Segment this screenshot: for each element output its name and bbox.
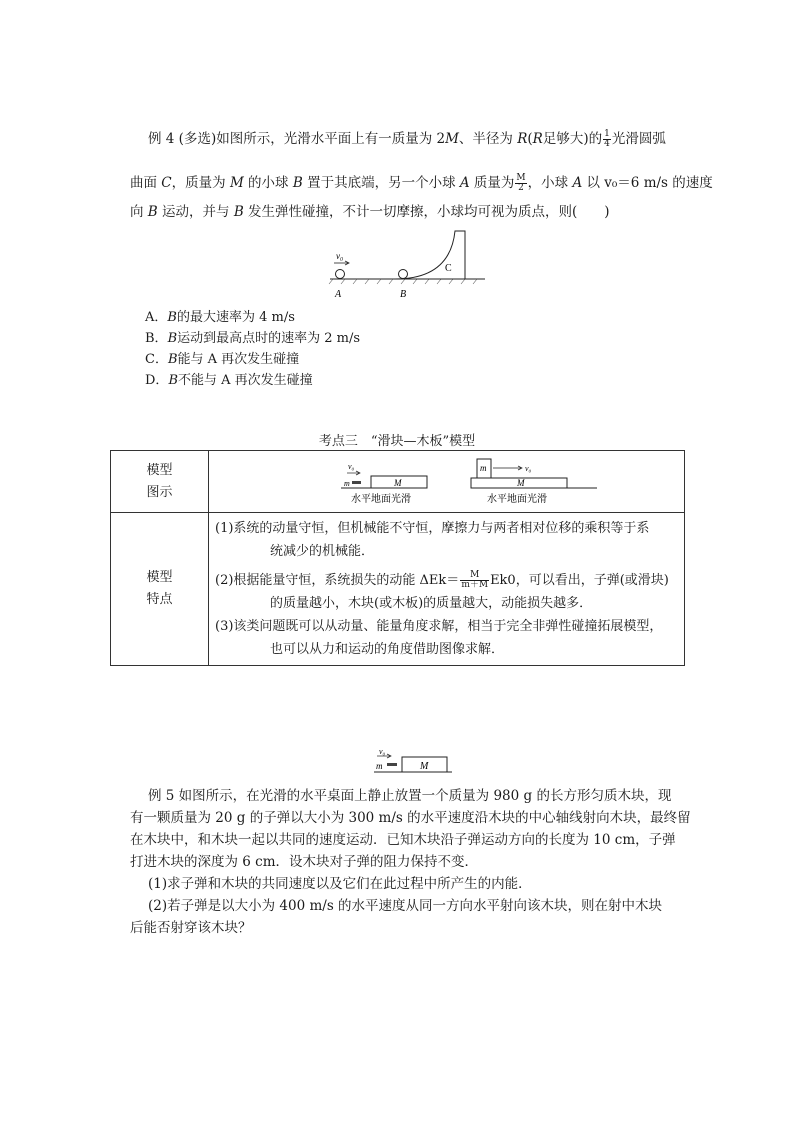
ex4-line3: 向 B 运动，并与 B 发生弹性碰撞，不计一切摩擦，小球均可视为质点，则( ) — [130, 204, 610, 220]
ex4-line2: 曲面 C，质量为 M 的小球 B 置于其底端，另一个小球 A 质量为 $\frac{M}{2}$ ，小球 A 以 v₀＝6 m/s 的速度 — [130, 173, 713, 193]
option-d: D．B不能与 A 再次发生碰撞 — [145, 373, 313, 388]
svg-text:v₀: v₀ — [336, 251, 344, 261]
svg-text:C: C — [445, 263, 452, 274]
svg-text:B: B — [400, 289, 407, 300]
model-features — [209, 513, 685, 666]
feature-3: (3)该类问题既可以从动量、能量角度求解，相当于完全非弹性碰撞拓展模型， 也可以从力和运动的角度借助图像求解． — [215, 619, 663, 657]
ex5-figure — [372, 747, 457, 775]
svg-text:M: M — [517, 478, 525, 488]
svg-text:水平地面光滑: 水平地面光滑 — [487, 494, 547, 505]
fraction-mass-ratio: $\frac{M}{m+M}$ — [461, 570, 489, 590]
svg-text:m: m — [376, 761, 383, 771]
svg-text:m: m — [344, 479, 350, 488]
svg-text:M: M — [420, 761, 429, 772]
option-b: B．B运动到最高点时的速率为 2 m/s — [145, 331, 361, 346]
svg-text:M: M — [394, 478, 402, 488]
svg-text:v₀: v₀ — [525, 464, 532, 473]
ball-b — [399, 270, 408, 279]
ex4-figure — [325, 226, 495, 300]
model-table — [110, 450, 685, 666]
ex5-question2b: 后能否射穿该木块？ — [130, 920, 252, 936]
svg-text:v₀: v₀ — [379, 747, 386, 756]
model-diagrams — [209, 451, 685, 513]
ex5-question2a: (2)若子弹是以大小为 400 m/s 的水平速度从同一方向水平射向该木块，则在射中木块 — [148, 898, 663, 914]
ex5-line1: 例 5 如图所示，在光滑的水平桌面上静止放置一个质量为 980 g 的长方形匀质木块，现 — [148, 788, 672, 804]
model-diagram-block — [469, 455, 599, 507]
option-c: C．B能与 A 再次发生碰撞 — [145, 352, 300, 367]
feature-1: (1)系统的动量守恒，但机械能不守恒，摩擦力与两者相对位移的乘积等于系 统减少的机械能． — [215, 521, 650, 559]
row-label-diagram: 模型 图示 — [111, 451, 209, 513]
ex5-question1: (1)求子弹和木块的共同速度以及它们在此过程中所产生的内能． — [148, 876, 532, 892]
svg-text:m: m — [480, 463, 487, 473]
ex5-line4: 打进木块的深度为 6 cm．设木块对子弹的阻力保持不变． — [130, 854, 479, 870]
ex4-line1: 例 4 (多选)如图所示，光滑水平面上有一质量为 2M、半径为 R(R足够大)的 $\frac{1}{4}$ 光滑圆弧 — [148, 129, 666, 149]
fraction-quarter: $\frac{1}{4}$ — [604, 129, 610, 149]
option-a: A．B的最大速率为 4 m/s — [145, 310, 295, 325]
ex5-line2: 有一颗质量为 20 g 的子弹以大小为 300 m/s 的水平速度沿木块的中心轴线射向木块，最终留 — [130, 810, 691, 826]
svg-text:A: A — [335, 289, 342, 300]
model-diagram-bullet — [329, 457, 459, 509]
fraction-m-over-2: $\frac{M}{2}$ — [516, 173, 526, 193]
ball-a — [336, 270, 345, 279]
ex5-line3: 在木块中，和木块一起以共同的速度运动．已知木块沿子弹运动方向的长度为 10 cm，子弹 — [130, 832, 676, 848]
feature-2: (2)根据能量守恒，系统损失的动能 ΔEk＝ $\frac{M}{m+M}$ Ek0，可以看出，子弹(或滑块) 的质量越小，木块(或木板)的质量越大，动能损失越多． — [215, 570, 669, 611]
row-label-features: 模型 特点 — [111, 513, 209, 666]
svg-text:水平地面光滑: 水平地面光滑 — [351, 494, 411, 505]
section-title: 考点三 “滑块—木板”模型 — [318, 434, 476, 449]
svg-text:v₀: v₀ — [348, 462, 355, 471]
